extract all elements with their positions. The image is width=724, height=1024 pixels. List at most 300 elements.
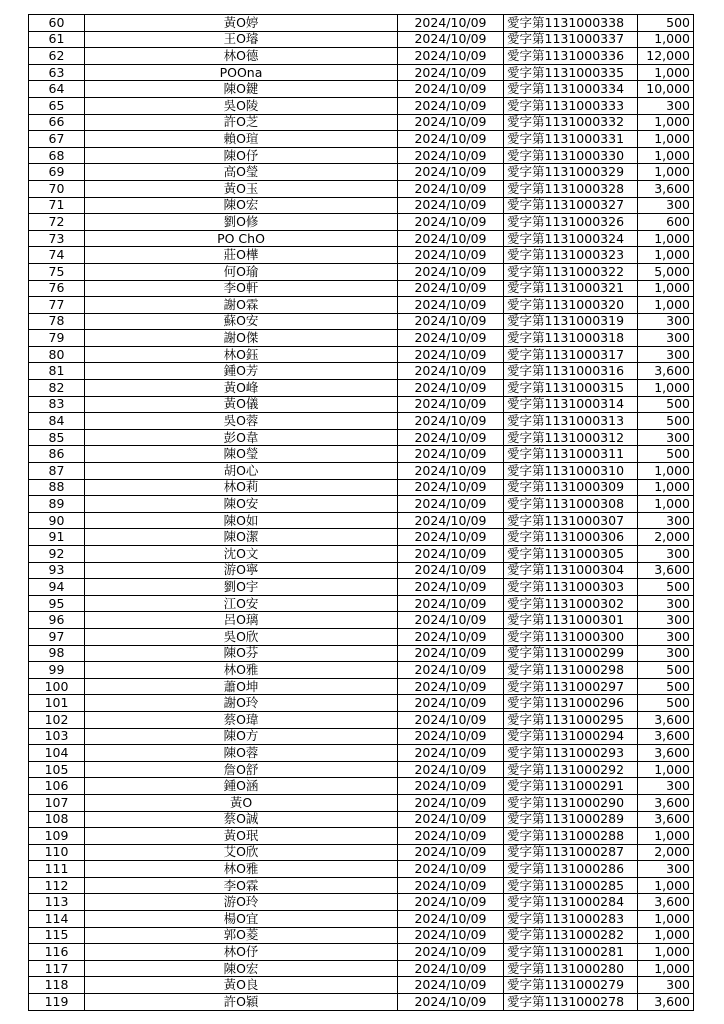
receipt-number-cell: 愛字第1131000281	[504, 944, 638, 961]
donation-table	[28, 14, 694, 1011]
row-number-cell: 87	[29, 463, 85, 480]
table-row	[29, 628, 694, 645]
donor-name-cell: 游O玲	[85, 894, 398, 911]
donation-date-cell: 2024/10/09	[398, 479, 504, 496]
donation-date-cell: 2024/10/09	[398, 645, 504, 662]
donation-date-cell: 2024/10/09	[398, 711, 504, 728]
receipt-number-cell: 愛字第1131000329	[504, 164, 638, 181]
amount-cell: 1,000	[638, 911, 694, 928]
row-number-cell: 86	[29, 446, 85, 463]
receipt-number-cell: 愛字第1131000327	[504, 197, 638, 214]
table-row	[29, 15, 694, 32]
amount-cell: 300	[638, 429, 694, 446]
amount-cell: 3,600	[638, 728, 694, 745]
table-row	[29, 794, 694, 811]
donation-date-cell: 2024/10/09	[398, 81, 504, 98]
amount-cell: 600	[638, 214, 694, 231]
table-row	[29, 131, 694, 148]
receipt-number-cell: 愛字第1131000337	[504, 31, 638, 48]
donation-date-cell: 2024/10/09	[398, 546, 504, 563]
row-number-cell: 60	[29, 15, 85, 32]
donation-date-cell: 2024/10/09	[398, 662, 504, 679]
row-number-cell: 109	[29, 828, 85, 845]
donation-date-cell: 2024/10/09	[398, 994, 504, 1011]
table-row	[29, 579, 694, 596]
donor-name-cell: 賴O瑄	[85, 131, 398, 148]
donor-name-cell: 林O雅	[85, 662, 398, 679]
donor-name-cell: 詹O舒	[85, 761, 398, 778]
row-number-cell: 61	[29, 31, 85, 48]
amount-cell: 1,000	[638, 463, 694, 480]
table-row	[29, 861, 694, 878]
donation-date-cell: 2024/10/09	[398, 944, 504, 961]
donation-date-cell: 2024/10/09	[398, 313, 504, 330]
amount-cell: 1,000	[638, 31, 694, 48]
amount-cell: 1,000	[638, 944, 694, 961]
donor-name-cell: 陳O蓉	[85, 745, 398, 762]
receipt-number-cell: 愛字第1131000287	[504, 844, 638, 861]
amount-cell: 1,000	[638, 230, 694, 247]
donation-date-cell: 2024/10/09	[398, 64, 504, 81]
donation-date-cell: 2024/10/09	[398, 728, 504, 745]
donor-name-cell: 王O璿	[85, 31, 398, 48]
row-number-cell: 108	[29, 811, 85, 828]
table-row	[29, 313, 694, 330]
amount-cell: 1,000	[638, 877, 694, 894]
table-row	[29, 645, 694, 662]
receipt-number-cell: 愛字第1131000286	[504, 861, 638, 878]
receipt-number-cell: 愛字第1131000297	[504, 678, 638, 695]
row-number-cell: 103	[29, 728, 85, 745]
amount-cell: 500	[638, 413, 694, 430]
receipt-number-cell: 愛字第1131000314	[504, 396, 638, 413]
row-number-cell: 73	[29, 230, 85, 247]
amount-cell: 300	[638, 512, 694, 529]
donor-name-cell: 李O軒	[85, 280, 398, 297]
donor-name-cell: 許O穎	[85, 994, 398, 1011]
row-number-cell: 72	[29, 214, 85, 231]
donor-name-cell: 劉O修	[85, 214, 398, 231]
amount-cell: 1,000	[638, 280, 694, 297]
table-row	[29, 960, 694, 977]
amount-cell: 300	[638, 861, 694, 878]
receipt-number-cell: 愛字第1131000328	[504, 180, 638, 197]
table-row	[29, 977, 694, 994]
row-number-cell: 70	[29, 180, 85, 197]
row-number-cell: 81	[29, 363, 85, 380]
table-row	[29, 48, 694, 65]
amount-cell: 3,600	[638, 811, 694, 828]
table-row	[29, 81, 694, 98]
receipt-number-cell: 愛字第1131000319	[504, 313, 638, 330]
receipt-number-cell: 愛字第1131000330	[504, 147, 638, 164]
receipt-number-cell: 愛字第1131000306	[504, 529, 638, 546]
donor-name-cell: 陳O瑩	[85, 446, 398, 463]
donor-name-cell: 胡O心	[85, 463, 398, 480]
donation-date-cell: 2024/10/09	[398, 828, 504, 845]
table-row	[29, 214, 694, 231]
donation-date-cell: 2024/10/09	[398, 263, 504, 280]
amount-cell: 500	[638, 396, 694, 413]
table-row	[29, 31, 694, 48]
receipt-number-cell: 愛字第1131000315	[504, 380, 638, 397]
table-row	[29, 180, 694, 197]
donor-name-cell: POOna	[85, 64, 398, 81]
donor-name-cell: 高O瑩	[85, 164, 398, 181]
row-number-cell: 96	[29, 612, 85, 629]
receipt-number-cell: 愛字第1131000317	[504, 346, 638, 363]
table-row	[29, 197, 694, 214]
donor-name-cell: 林O德	[85, 48, 398, 65]
table-row	[29, 944, 694, 961]
receipt-number-cell: 愛字第1131000289	[504, 811, 638, 828]
receipt-number-cell: 愛字第1131000311	[504, 446, 638, 463]
receipt-number-cell: 愛字第1131000283	[504, 911, 638, 928]
table-row	[29, 363, 694, 380]
row-number-cell: 117	[29, 960, 85, 977]
table-row	[29, 828, 694, 845]
amount-cell: 3,600	[638, 562, 694, 579]
donation-date-cell: 2024/10/09	[398, 114, 504, 131]
receipt-number-cell: 愛字第1131000308	[504, 496, 638, 513]
table-row	[29, 247, 694, 264]
table-row	[29, 894, 694, 911]
donor-name-cell: 黃O婷	[85, 15, 398, 32]
receipt-number-cell: 愛字第1131000278	[504, 994, 638, 1011]
donor-name-cell: 楊O宜	[85, 911, 398, 928]
amount-cell: 3,600	[638, 711, 694, 728]
amount-cell: 500	[638, 579, 694, 596]
donation-date-cell: 2024/10/09	[398, 463, 504, 480]
receipt-number-cell: 愛字第1131000298	[504, 662, 638, 679]
donation-date-cell: 2024/10/09	[398, 794, 504, 811]
donation-date-cell: 2024/10/09	[398, 429, 504, 446]
amount-cell: 1,000	[638, 761, 694, 778]
table-row	[29, 662, 694, 679]
receipt-number-cell: 愛字第1131000294	[504, 728, 638, 745]
donation-date-cell: 2024/10/09	[398, 778, 504, 795]
receipt-number-cell: 愛字第1131000313	[504, 413, 638, 430]
table-row	[29, 147, 694, 164]
row-number-cell: 99	[29, 662, 85, 679]
donor-name-cell: 鍾O涵	[85, 778, 398, 795]
donation-date-cell: 2024/10/09	[398, 562, 504, 579]
donor-name-cell: 何O瑜	[85, 263, 398, 280]
receipt-number-cell: 愛字第1131000290	[504, 794, 638, 811]
receipt-number-cell: 愛字第1131000324	[504, 230, 638, 247]
table-row	[29, 263, 694, 280]
amount-cell: 1,000	[638, 131, 694, 148]
table-row	[29, 695, 694, 712]
donor-name-cell: 陳O潔	[85, 529, 398, 546]
donor-name-cell: 陳O宏	[85, 960, 398, 977]
amount-cell: 10,000	[638, 81, 694, 98]
receipt-number-cell: 愛字第1131000293	[504, 745, 638, 762]
donation-date-cell: 2024/10/09	[398, 197, 504, 214]
donor-name-cell: 謝O霖	[85, 297, 398, 314]
donation-date-cell: 2024/10/09	[398, 97, 504, 114]
donor-name-cell: 沈O文	[85, 546, 398, 563]
donor-name-cell: 彭O韋	[85, 429, 398, 446]
donor-name-cell: 蕭O坤	[85, 678, 398, 695]
donation-date-cell: 2024/10/09	[398, 164, 504, 181]
donor-name-cell: 黃O儀	[85, 396, 398, 413]
amount-cell: 1,000	[638, 297, 694, 314]
amount-cell: 300	[638, 977, 694, 994]
row-number-cell: 62	[29, 48, 85, 65]
row-number-cell: 110	[29, 844, 85, 861]
donation-date-cell: 2024/10/09	[398, 927, 504, 944]
donor-name-cell: 游O寧	[85, 562, 398, 579]
receipt-number-cell: 愛字第1131000284	[504, 894, 638, 911]
donor-name-cell: 劉O宇	[85, 579, 398, 596]
amount-cell: 300	[638, 628, 694, 645]
donation-date-cell: 2024/10/09	[398, 396, 504, 413]
donor-name-cell: 江O安	[85, 595, 398, 612]
row-number-cell: 92	[29, 546, 85, 563]
donation-date-cell: 2024/10/09	[398, 380, 504, 397]
row-number-cell: 114	[29, 911, 85, 928]
amount-cell: 500	[638, 695, 694, 712]
table-row	[29, 346, 694, 363]
row-number-cell: 64	[29, 81, 85, 98]
donation-date-cell: 2024/10/09	[398, 745, 504, 762]
row-number-cell: 106	[29, 778, 85, 795]
amount-cell: 3,600	[638, 994, 694, 1011]
table-row	[29, 745, 694, 762]
receipt-number-cell: 愛字第1131000299	[504, 645, 638, 662]
amount-cell: 3,600	[638, 363, 694, 380]
table-row	[29, 479, 694, 496]
receipt-number-cell: 愛字第1131000320	[504, 297, 638, 314]
row-number-cell: 66	[29, 114, 85, 131]
table-row	[29, 396, 694, 413]
row-number-cell: 67	[29, 131, 85, 148]
receipt-number-cell: 愛字第1131000285	[504, 877, 638, 894]
amount-cell: 300	[638, 97, 694, 114]
row-number-cell: 65	[29, 97, 85, 114]
amount-cell: 1,000	[638, 479, 694, 496]
amount-cell: 1,000	[638, 164, 694, 181]
amount-cell: 500	[638, 678, 694, 695]
donation-date-cell: 2024/10/09	[398, 977, 504, 994]
amount-cell: 3,600	[638, 745, 694, 762]
row-number-cell: 79	[29, 330, 85, 347]
row-number-cell: 90	[29, 512, 85, 529]
donor-name-cell: 蔡O誠	[85, 811, 398, 828]
row-number-cell: 77	[29, 297, 85, 314]
amount-cell: 500	[638, 15, 694, 32]
amount-cell: 300	[638, 645, 694, 662]
receipt-number-cell: 愛字第1131000301	[504, 612, 638, 629]
donor-name-cell: 謝O玲	[85, 695, 398, 712]
row-number-cell: 63	[29, 64, 85, 81]
donation-date-cell: 2024/10/09	[398, 363, 504, 380]
donation-date-cell: 2024/10/09	[398, 612, 504, 629]
donation-date-cell: 2024/10/09	[398, 811, 504, 828]
table-row	[29, 994, 694, 1011]
receipt-number-cell: 愛字第1131000334	[504, 81, 638, 98]
table-row	[29, 728, 694, 745]
amount-cell: 300	[638, 313, 694, 330]
receipt-number-cell: 愛字第1131000280	[504, 960, 638, 977]
row-number-cell: 80	[29, 346, 85, 363]
row-number-cell: 104	[29, 745, 85, 762]
table-body	[29, 15, 694, 1011]
donor-name-cell: 蘇O安	[85, 313, 398, 330]
donation-date-cell: 2024/10/09	[398, 595, 504, 612]
donor-name-cell: 郭O菱	[85, 927, 398, 944]
donation-date-cell: 2024/10/09	[398, 230, 504, 247]
donation-date-cell: 2024/10/09	[398, 131, 504, 148]
table-row	[29, 927, 694, 944]
donation-date-cell: 2024/10/09	[398, 446, 504, 463]
row-number-cell: 74	[29, 247, 85, 264]
table-row	[29, 778, 694, 795]
donor-name-cell: 陳O安	[85, 496, 398, 513]
donation-date-cell: 2024/10/09	[398, 31, 504, 48]
amount-cell: 3,600	[638, 894, 694, 911]
row-number-cell: 95	[29, 595, 85, 612]
donor-name-cell: 黃O玉	[85, 180, 398, 197]
receipt-number-cell: 愛字第1131000300	[504, 628, 638, 645]
donor-name-cell: 陳O伃	[85, 147, 398, 164]
table-row	[29, 612, 694, 629]
amount-cell: 1,000	[638, 496, 694, 513]
table-row	[29, 546, 694, 563]
amount-cell: 300	[638, 346, 694, 363]
table-row	[29, 512, 694, 529]
table-row	[29, 761, 694, 778]
receipt-number-cell: 愛字第1131000292	[504, 761, 638, 778]
receipt-number-cell: 愛字第1131000307	[504, 512, 638, 529]
donor-name-cell: 鍾O芳	[85, 363, 398, 380]
amount-cell: 300	[638, 197, 694, 214]
donation-date-cell: 2024/10/09	[398, 512, 504, 529]
donor-name-cell: 黃O峰	[85, 380, 398, 397]
receipt-number-cell: 愛字第1131000336	[504, 48, 638, 65]
donation-date-cell: 2024/10/09	[398, 147, 504, 164]
receipt-number-cell: 愛字第1131000296	[504, 695, 638, 712]
receipt-number-cell: 愛字第1131000282	[504, 927, 638, 944]
receipt-number-cell: 愛字第1131000295	[504, 711, 638, 728]
table-row	[29, 330, 694, 347]
row-number-cell: 115	[29, 927, 85, 944]
amount-cell: 1,000	[638, 114, 694, 131]
donor-name-cell: 黃O珉	[85, 828, 398, 845]
receipt-number-cell: 愛字第1131000333	[504, 97, 638, 114]
donor-name-cell: 吳O欣	[85, 628, 398, 645]
amount-cell: 300	[638, 612, 694, 629]
donation-date-cell: 2024/10/09	[398, 280, 504, 297]
donor-name-cell: 黃O良	[85, 977, 398, 994]
row-number-cell: 98	[29, 645, 85, 662]
table-row	[29, 114, 694, 131]
donor-name-cell: PO ChO	[85, 230, 398, 247]
receipt-number-cell: 愛字第1131000321	[504, 280, 638, 297]
donor-name-cell: 許O芝	[85, 114, 398, 131]
donation-date-cell: 2024/10/09	[398, 330, 504, 347]
table-row	[29, 562, 694, 579]
row-number-cell: 76	[29, 280, 85, 297]
donor-name-cell: 莊O樺	[85, 247, 398, 264]
amount-cell: 1,000	[638, 64, 694, 81]
amount-cell: 500	[638, 662, 694, 679]
donor-name-cell: 蔡O瑋	[85, 711, 398, 728]
table-row	[29, 380, 694, 397]
row-number-cell: 69	[29, 164, 85, 181]
receipt-number-cell: 愛字第1131000323	[504, 247, 638, 264]
table-row	[29, 529, 694, 546]
row-number-cell: 94	[29, 579, 85, 596]
table-row	[29, 164, 694, 181]
row-number-cell: 82	[29, 380, 85, 397]
amount-cell: 300	[638, 595, 694, 612]
amount-cell: 3,600	[638, 794, 694, 811]
row-number-cell: 78	[29, 313, 85, 330]
row-number-cell: 100	[29, 678, 85, 695]
row-number-cell: 75	[29, 263, 85, 280]
amount-cell: 500	[638, 446, 694, 463]
row-number-cell: 119	[29, 994, 85, 1011]
row-number-cell: 97	[29, 628, 85, 645]
donation-date-cell: 2024/10/09	[398, 214, 504, 231]
amount-cell: 1,000	[638, 247, 694, 264]
row-number-cell: 102	[29, 711, 85, 728]
amount-cell: 300	[638, 330, 694, 347]
table-row	[29, 297, 694, 314]
donor-name-cell: 陳O宏	[85, 197, 398, 214]
donor-name-cell: 呂O璃	[85, 612, 398, 629]
receipt-number-cell: 愛字第1131000279	[504, 977, 638, 994]
table-row	[29, 463, 694, 480]
table-row	[29, 97, 694, 114]
donation-date-cell: 2024/10/09	[398, 180, 504, 197]
donation-date-cell: 2024/10/09	[398, 48, 504, 65]
table-row	[29, 230, 694, 247]
row-number-cell: 93	[29, 562, 85, 579]
donation-date-cell: 2024/10/09	[398, 861, 504, 878]
donor-name-cell: 林O雅	[85, 861, 398, 878]
receipt-number-cell: 愛字第1131000309	[504, 479, 638, 496]
amount-cell: 5,000	[638, 263, 694, 280]
amount-cell: 1,000	[638, 960, 694, 977]
donation-date-cell: 2024/10/09	[398, 960, 504, 977]
donation-date-cell: 2024/10/09	[398, 297, 504, 314]
table-row	[29, 911, 694, 928]
table-row	[29, 64, 694, 81]
row-number-cell: 83	[29, 396, 85, 413]
table-row	[29, 446, 694, 463]
amount-cell: 1,000	[638, 147, 694, 164]
row-number-cell: 71	[29, 197, 85, 214]
row-number-cell: 91	[29, 529, 85, 546]
donor-name-cell: 謝O傑	[85, 330, 398, 347]
donation-date-cell: 2024/10/09	[398, 678, 504, 695]
table-row	[29, 496, 694, 513]
receipt-number-cell: 愛字第1131000332	[504, 114, 638, 131]
donor-name-cell: 林O鈺	[85, 346, 398, 363]
row-number-cell: 88	[29, 479, 85, 496]
donation-date-cell: 2024/10/09	[398, 413, 504, 430]
table-row	[29, 877, 694, 894]
receipt-number-cell: 愛字第1131000305	[504, 546, 638, 563]
receipt-number-cell: 愛字第1131000291	[504, 778, 638, 795]
donation-date-cell: 2024/10/09	[398, 894, 504, 911]
donation-date-cell: 2024/10/09	[398, 877, 504, 894]
donor-name-cell: 陳O鍵	[85, 81, 398, 98]
row-number-cell: 113	[29, 894, 85, 911]
